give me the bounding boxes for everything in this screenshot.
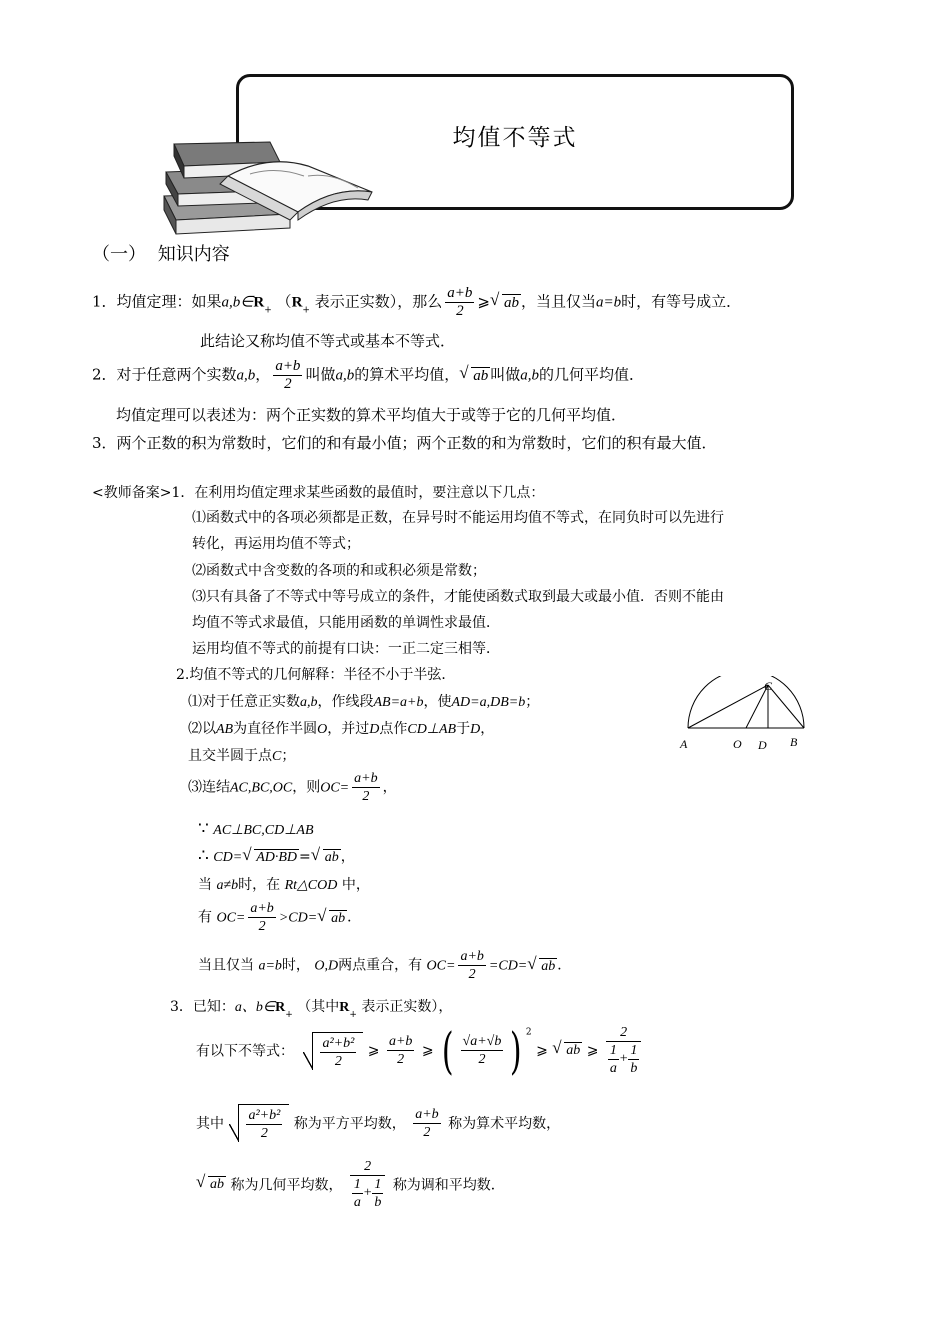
names-line-1: 其中 $\frac{\text{a²+b²}}{2}$ 称为平方平均数， $\frac{a+b}{2}$ 称为算术平均数， [196,1104,560,1142]
chord-BC [768,685,804,728]
item-2-mid2: 的算术平均值， [354,365,460,384]
because-line: ∵ AC⊥BC,CD⊥AB [198,819,314,839]
iff-line: 当且仅当 a=b时， O,D两点重合，有 OC= $\frac{a+b}{2}$ =CD=√ ab ． [198,948,571,983]
section-label: （一） [92,244,146,265]
item-2-fraction: $\frac{a+b}{2}$ [275,358,301,392]
item-1-text: 1．均值定理：如果 [92,292,222,311]
teacher-point-2: ⑵函数式中含变数的各项的和或积必须是常数； [192,563,486,579]
item-2-comma: ， [255,365,271,384]
known-head: 3．已知：a、$b\in R_+$ （其中$R_+$ 表示正实数）， [170,999,453,1020]
label-D: D [758,738,767,752]
item-1-note: 此结论又称均值不等式或基本不等式． [200,332,456,350]
item-2-mid: 叫做 [305,365,336,384]
teacher-point-1b: 转化，再运用均值不等式； [192,536,360,552]
geometry-step-3: ⑶连结AC,BC,OC，则OC= $\frac{a+b}{2}$ ， [188,771,397,804]
label-O: O [733,737,742,751]
item-1-eq: a=b [595,294,622,311]
item-2-ab3: a,b [520,367,539,384]
section-heading [92,240,230,266]
names-line-2: √ ab 称为几何平均数， 2 $\frac{1}{a}$ + $\frac{1}{b}$ 称为调和平均数． [196,1158,505,1211]
geometry-step-2b: 且交半圆于点C； [188,748,296,764]
teacher-head: <教师备案>1．在利用均值定理求某些函数的最值时，要注意以下几点： [92,485,545,501]
item-1-cond: a,b∈ [221,294,254,311]
books-illustration [158,136,380,244]
item-2-mid3: 叫做 [490,365,521,384]
semicircle-arc [688,676,804,728]
item-1-tail: ，当且仅当 [520,292,596,311]
inequality-chain: 有以下不等式： $\frac{\text{a²+b²}}{2}$ ⩾ $\frac{a+b}{2}$ ⩾ ( $\frac{√a+√b}{2}$ ) $^2$ ⩾ √ ab ⩾ 2 $\frac{1}{a}$ + $\frac{1}{b}$ [196,1024,644,1077]
item-1-sqrt: √ ab [502,294,521,311]
chord-AC [688,685,768,728]
section-title: 知识内容 [157,244,230,265]
page-title: 均值不等式 [452,125,578,151]
item-1-fraction: $\frac{a+b}{2}$ [447,285,473,319]
geometry-head: 2.均值不等式的几何解释：半径不小于半弦． [176,667,456,683]
item-2-sqrt: √ ab [471,367,490,384]
item-1-geq: ⩾ [477,292,490,311]
geometry-step-2: ⑵以AB为直径作半圆O，并过D点作CD⊥AB于D， [188,721,495,737]
item-1-tail2: 时，有等号成立． [621,292,742,311]
item-2-note: 均值定理可以表述为：两个正实数的算术平均值大于或等于它的几何平均值． [116,406,627,424]
label-A: A [680,737,688,751]
label-B: B [790,735,798,749]
item-2-ab2: a,b [335,367,355,384]
item-1-paren-text: 表示正实数），那么 [314,292,443,311]
teacher-point-3b: 均值不等式求最值，只能用函数的单调性求最值． [192,615,500,631]
when-line: 当 a≠b时，在 Rt△COD 中， [198,877,370,893]
item-3: 3．两个正数的积为常数时，它们的和有最小值；两个正数的和为常数时，它们的积有最大值． [92,434,717,452]
power-mean: $\frac{√a+√b}{2}$ [462,1034,502,1067]
geometry-step-1: ⑴对于任意正实数a,b，作线段AB=a+b，使AD=a,DB=b； [188,694,540,710]
item-1-paren-plus: + [302,305,310,316]
have-line: 有 OC= $\frac{a+b}{2}$ >CD=√ ab ． [198,900,361,935]
quadratic-mean: $\frac{\text{a²+b²}}{2}$ [312,1032,363,1070]
item-1-paren: （ [276,292,292,311]
item-2-tail: 的几何平均值． [538,365,644,384]
item-2-ab: a,b [236,367,256,384]
item-2 [92,358,644,393]
teacher-point-3a: ⑶只有具备了不等式中等号成立的条件，才能使函数式取到最大或最小值．否则不能由 [192,589,724,605]
semicircle-figure [676,676,812,756]
arithmetic-mean: $\frac{a+b}{2}$ [388,1034,413,1067]
label-C: C [764,679,773,693]
teacher-point-4: 运用均值不等式的前提有口诀：一正二定三相等． [192,641,500,657]
item-1 [92,285,741,320]
item-1-plus: + [264,305,272,316]
therefore-line: ∴ CD=√ AD·BD =√ ab ， [198,846,355,866]
geometric-mean: √ ab [564,1042,582,1059]
item-2-text: 2．对于任意两个实数 [92,365,237,384]
item-1-R: R [253,294,265,311]
teacher-point-1a: ⑴函数式中的各项必须都是正数，在异号时不能运用均值不等式，在同负时可以先进行 [192,510,724,526]
harmonic-mean: 2 $\frac{1}{a}$ + $\frac{1}{b}$ [606,1024,641,1077]
item-1-paren-R: R [291,294,303,311]
